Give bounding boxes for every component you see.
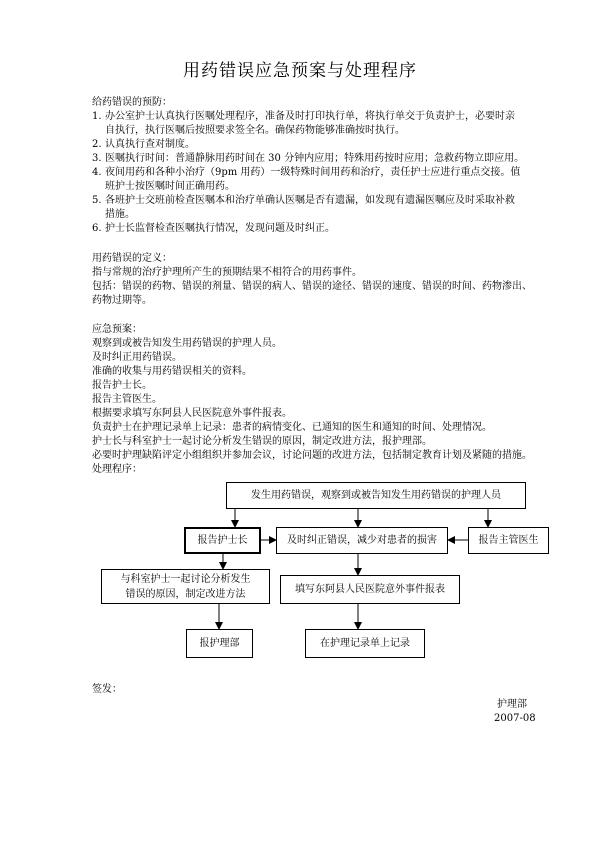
page-title: 用药错误应急预案与处理程序 xyxy=(183,61,417,81)
emergency-line: 报告主管医生。 xyxy=(92,394,162,405)
flow-box-correct-error: 及时纠正错误，减少对患者的损害 xyxy=(276,527,448,554)
list-item: 4. 夜间用药和各种小治疗（9pm 用药）一级特殊时间用药和治疗，责任护士应进行重点交接。值 xyxy=(92,167,521,178)
emergency-line: 负责护士在护理记录单上记录：患者的病情变化、已通知的医生和通知的时间、处理情况。 xyxy=(92,422,492,433)
emergency-line: 观察到或被告知发生用药错误的护理人员。 xyxy=(92,338,282,349)
emergency-line: 必要时护理缺陷评定小组组织并参加会议，讨论问题的改进方法，包括制定教育计划及紧随的措施。 xyxy=(92,450,532,461)
flow-box-fill-report: 填写东阿县人民医院意外事件报表 xyxy=(280,575,460,604)
flow-box-report-doctor: 报告主管医生 xyxy=(468,527,549,554)
list-item-continued: 自执行，执行医嘱后按照要求签全名。确保药物能够准确按时执行。 xyxy=(105,125,405,136)
emergency-line: 准确的收集与用药错误相关的资料。 xyxy=(92,366,252,377)
flow-box-error-occurred: 发生用药错误，观察到或被告知发生用药错误的护理人员 xyxy=(226,482,526,509)
emergency-line: 护士长与科室护士一起讨论分析发生错误的原因，制定改进方法，报护理部。 xyxy=(92,436,432,447)
flow-box-discuss-line: 与科室护士一起讨论分析发生 xyxy=(120,573,251,585)
list-item: 2. 认真执行查对制度。 xyxy=(92,139,195,150)
list-item: 6. 护士长监督检查医嘱执行情况，发现问题及时纠正。 xyxy=(92,223,335,234)
procedure-heading: 处理程序： xyxy=(92,464,142,475)
flow-box-record: 在护理记录单上记录 xyxy=(305,629,425,658)
list-item-continued: 班护士按医嘱时间正确用药。 xyxy=(105,181,235,192)
flow-box-discuss-cause xyxy=(101,569,270,604)
definition-heading: 用药错误的定义： xyxy=(92,253,172,264)
list-item: 1. 办公室护士认真执行医嘱处理程序，准备及时打印执行单，将执行单交于负责护士，必要时亲 xyxy=(92,111,515,122)
definition-line: 指与常规的治疗护理所产生的预期结果不相符合的用药事件。 xyxy=(92,267,362,278)
flow-box-report-dept: 报护理部 xyxy=(186,629,253,658)
sign-label: 签发： xyxy=(92,684,122,695)
issuing-dept: 护理部 xyxy=(497,699,527,710)
emergency-line: 及时纠正用药错误。 xyxy=(92,352,182,363)
emergency-line: 根据要求填写东阿县人民医院意外事件报表。 xyxy=(92,408,292,419)
list-item: 5. 各班护士交班前检查医嘱本和治疗单确认医嘱是否有遗漏，如发现有遗漏医嘱应及时采取补救 xyxy=(92,195,515,206)
prevention-heading: 给药错误的预防： xyxy=(92,97,172,108)
flow-box-discuss-line: 错误的原因，制定改进方法 xyxy=(125,588,246,600)
definition-line: 包括：错误的药物、错误的剂量、错误的病人、错误的途径、错误的速度、错误的时间、药物渗出、 xyxy=(92,281,532,292)
list-item: 3. 医嘱执行时间：普通静脉用药时间在 30 分钟内应用；特殊用药按时应用；急救药物立即应用。 xyxy=(92,153,525,164)
issue-date: 2007-08 xyxy=(494,713,536,724)
definition-line: 药物过期等。 xyxy=(92,295,152,306)
flow-box-report-head-nurse: 报告护士长 xyxy=(184,527,261,554)
emergency-line: 报告护士长。 xyxy=(92,380,152,391)
emergency-heading: 应急预案： xyxy=(92,324,142,335)
list-item-continued: 措施。 xyxy=(105,209,135,220)
